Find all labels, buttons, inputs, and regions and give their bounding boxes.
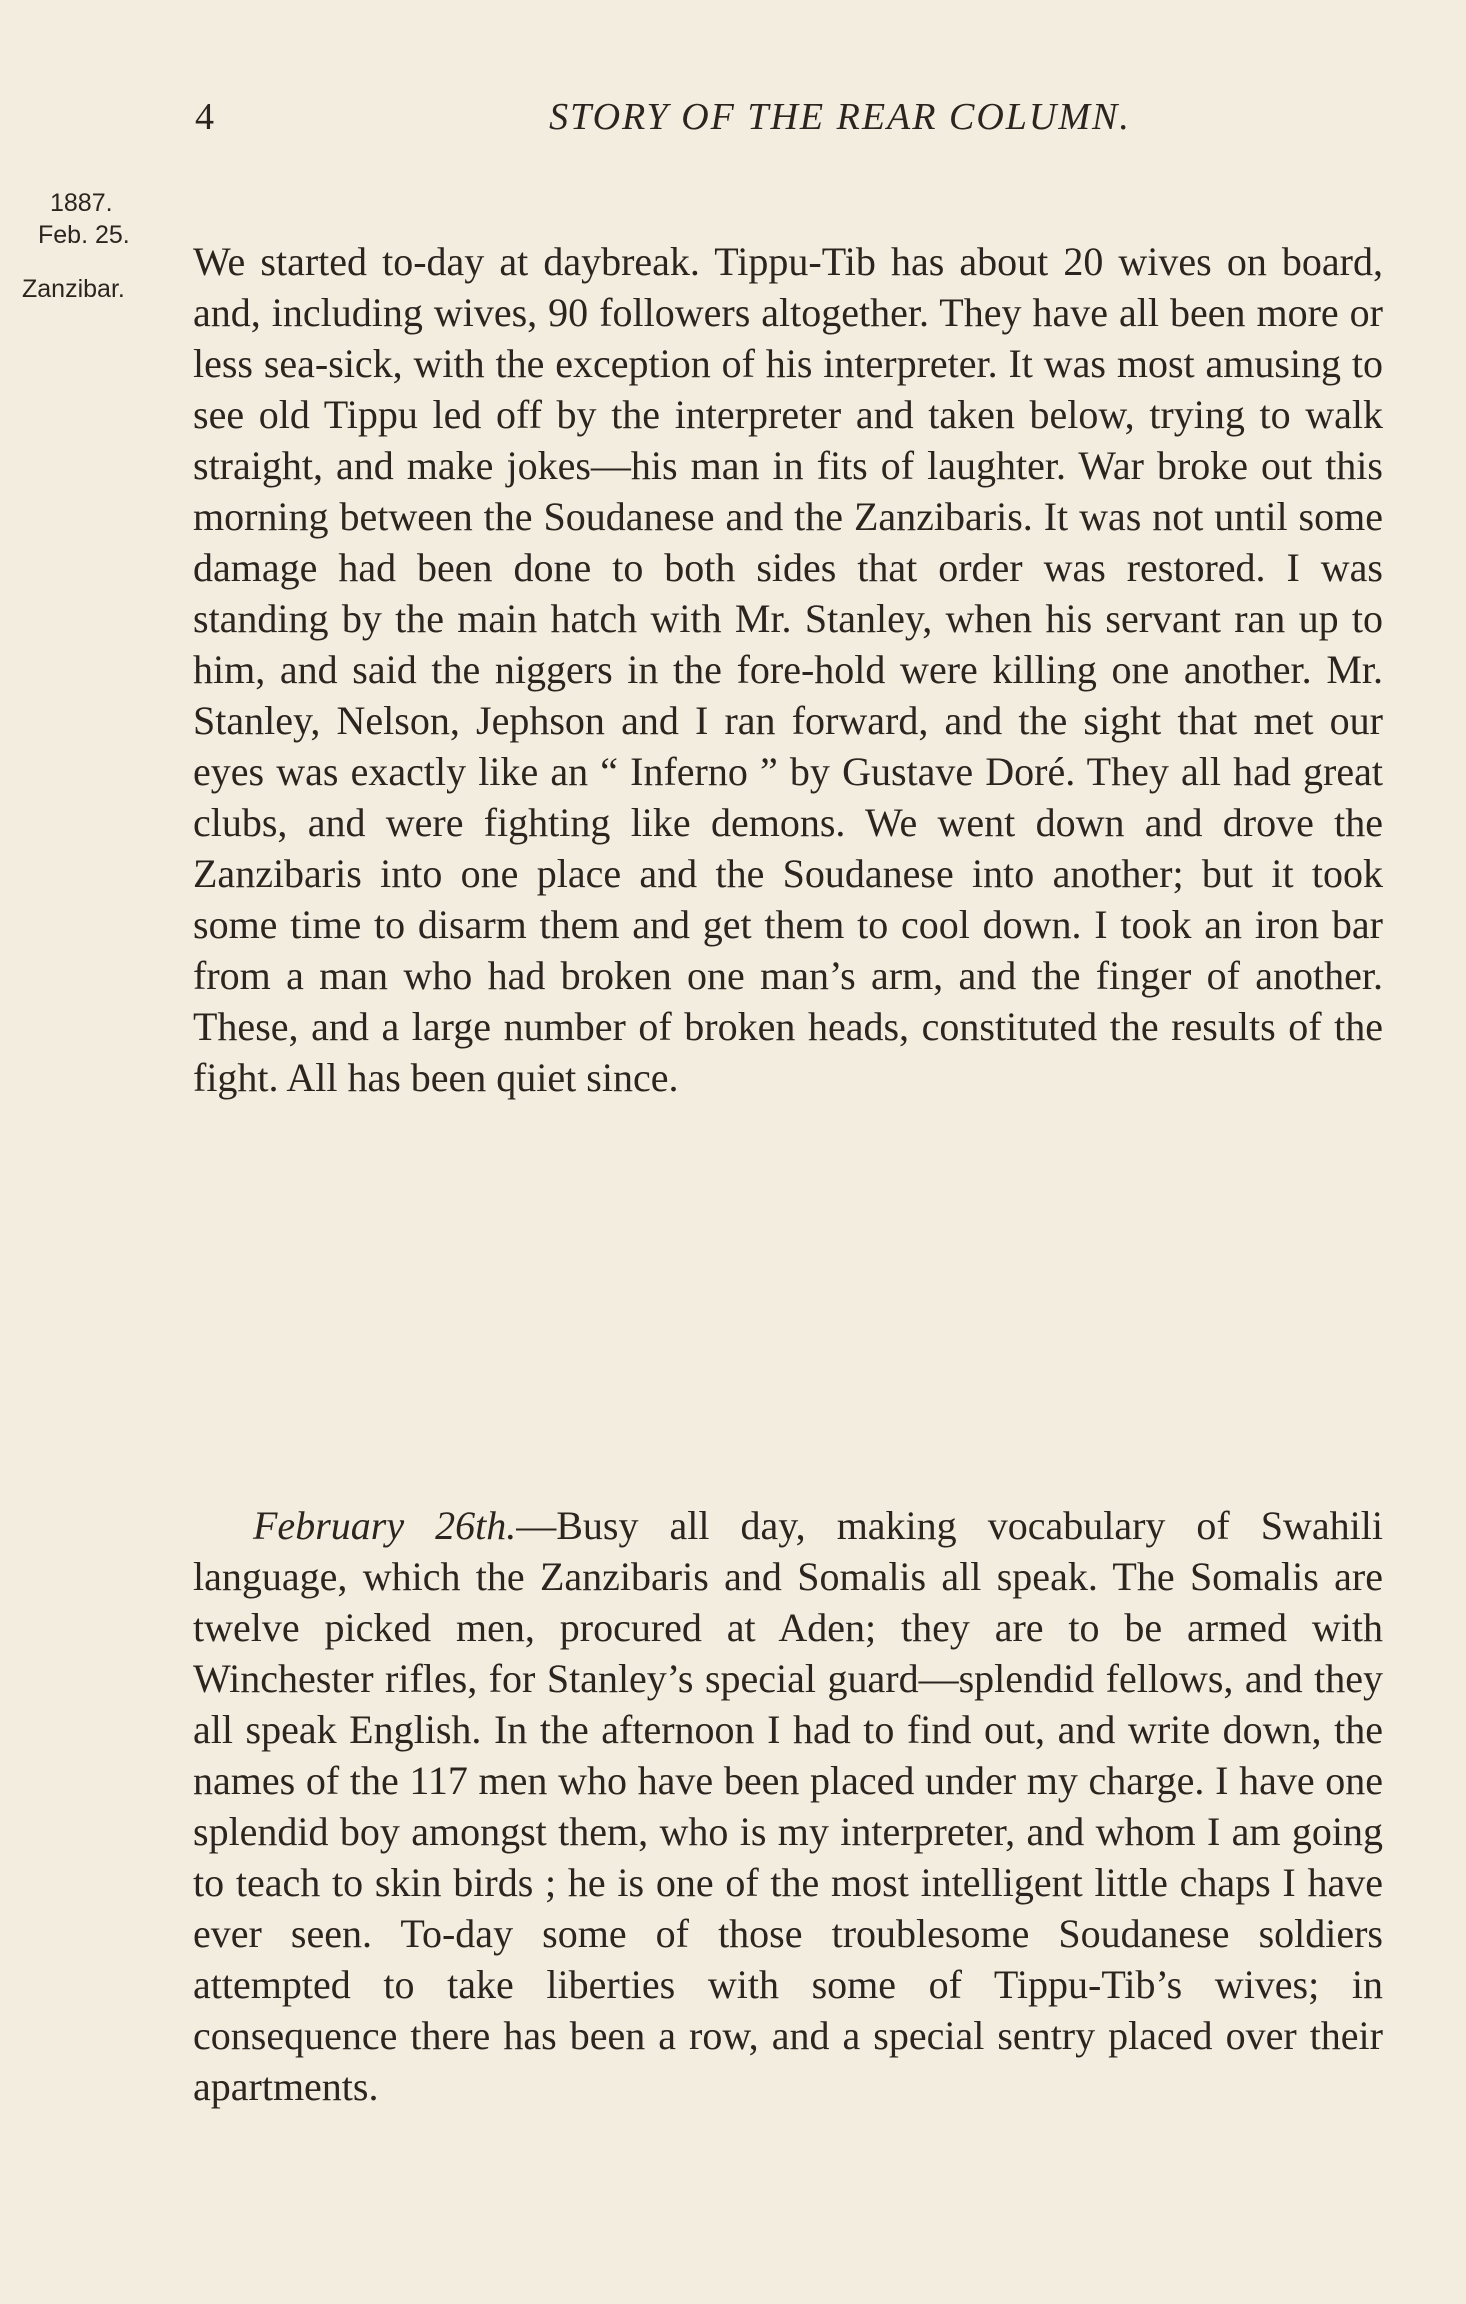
margin-note-date: Feb. 25. bbox=[38, 221, 130, 249]
margin-note-year: 1887. bbox=[50, 189, 113, 217]
page-number: 4 bbox=[195, 96, 214, 138]
entry-date: February 26th. bbox=[253, 1503, 517, 1548]
paragraph-feb-26 bbox=[193, 1500, 1383, 2112]
page-header bbox=[195, 95, 1405, 155]
margin-note-place: Zanzibar. bbox=[22, 275, 125, 303]
running-title: STORY OF THE REAR COLUMN. bbox=[549, 96, 1131, 138]
paragraph-feb-25: We started to-day at daybreak. Tippu-Tib has about 20 wives on board, and, including wives, 90 followers altogether. They have all been more or less sea-sick, with the exception of his interpreter. It was most amusing to see old Tippu led off by the interpreter and taken below, trying to walk straight, and make jokes—his man in fits of laughter. War broke out this morning between the Soudanese and the Zanzibaris. It was not until some damage had been done to both sides that order was restored. I was standing by the main hatch with Mr. Stanley, when his servant ran up to him, and said the niggers in the fore-hold were killing one another. Mr. Stanley, Nelson, Jephson and I ran forward, and the sight that met our eyes was exactly like an “ Inferno ” by Gustave Doré. They all had great clubs, and were fighting like demons. We went down and drove the Zanzibaris into one place and the Soudanese into another; but it took some time to disarm them and get them to cool down. I took an iron bar from a man who had broken one man’s arm, and the finger of another. These, and a large number of broken heads, constituted the results of the fight. All has been quiet since. bbox=[193, 239, 1383, 1100]
entry-body: —Busy all day, making vocabulary of Swahili language, which the Zanzibaris and Somalis all speak. The Somalis are twelve picked men, procured at Aden; they are to be armed with Winchester rifles, for Stanley’s special guard—splendid fellows, and they all speak English. In the afternoon I had to find out, and write down, the names of the 117 men who have been placed under my charge. I have one splendid boy amongst them, who is my interpreter, and whom I am going to teach to skin birds ; he is one of the most intelligent little chaps I have ever seen. To-day some of those troublesome Soudanese soldiers attempted to take liberties with some of Tippu-Tib’s wives; in consequence there has been a row, and a special sentry placed over their apartments. bbox=[193, 1503, 1383, 2109]
